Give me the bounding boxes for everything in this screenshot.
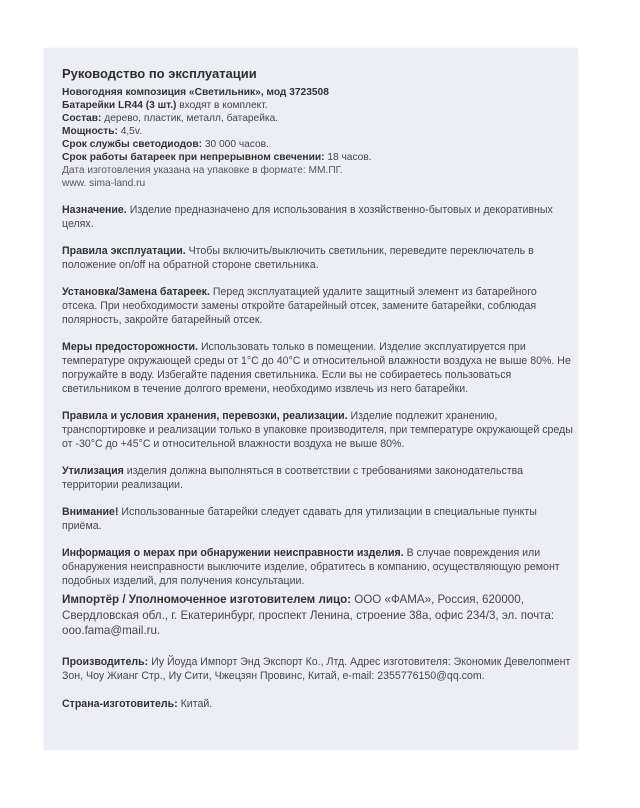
composition-line: Состав: дерево, пластик, металл, батарейка. <box>62 113 279 124</box>
section-storage: Правила и условия хранения, перевозки, реализации. Изделие подлежит хранению, транспортировке и реализации только в упаковке производителя, при температуре окружающей среды от -30°С до +45°С и относительной влажности воздуха не выше 80%. <box>62 410 573 450</box>
power-line: Мощность: 4,5v. <box>62 126 143 137</box>
batteries-line: Батарейки LR44 (3 шт.) входят в комплект. <box>62 100 268 111</box>
section-operation-rules: Правила эксплуатации. Чтобы включить/выключить светильник, переведите переключатель в положение on/off на обратной стороне светильника. <box>62 245 534 271</box>
website-line: www. sima-land.ru <box>62 178 146 189</box>
section-precautions: Меры предосторожности. Использовать только в помещении. Изделие эксплуатируется при температуре окружающей среды от 1°С до 40°С и относительной влажности воздуха не выше 80%. Не погружайте в воду. Избегайте падения светильника. Если вы не собираетесь пользоваться светильником в течение долгого времени, необходимо извлечь из него батарейки. <box>62 341 571 395</box>
led-life-line: Срок службы светодиодов: 30 000 часов. <box>62 139 269 150</box>
page-title: Руководство по эксплуатации <box>62 66 257 81</box>
manufacture-date-line: Дата изготовления указана на упаковке в формате: ММ.ПГ. <box>62 165 343 176</box>
product-info <box>62 86 574 190</box>
section-malfunction: Информация о мерах при обнаружении неисправности изделия. В случае повреждения или обнаружения неисправности выключите изделие, обратитесь в компанию, осуществляющую ремонт подобных изделий, для получения консультации. <box>62 547 560 587</box>
section-manufacturer: Производитель: Иу Йоуда Импорт Энд Экспорт Ко., Лтд. Адрес изготовителя: Экономик Девелопмент Зон, Чоу Жианг Стр., Иу Сити, Чжецзян Провинс, Китай, e-mail: 2355776150@qq.com. <box>62 655 571 682</box>
section-disposal: Утилизация изделия должна выполняться в соответствии с требованиями законодательства территории реализации. <box>62 465 524 491</box>
battery-life-line: Срок работы батареек при непрерывном свечении: 18 часов. <box>62 152 372 163</box>
document-body <box>62 66 574 711</box>
section-battery-replacement: Установка/Замена батареек. Перед эксплуатацией удалите защитный элемент из батарейного отсека. При необходимости замены откройте батарейный отсек, замените батарейки, соблюдая полярность, закройте батарейный отсек. <box>62 286 537 326</box>
section-importer: Импортёр / Уполномоченное изготовителем лицо: ООО «ФАМА», Россия, 620000, Свердловская обл., г. Екатеринбург, проспект Ленина, строение 38а, офис 234/3, эл. почта: ooo.fama@mail.ru. <box>62 593 555 637</box>
section-country: Страна-изготовитель: Китай. <box>62 697 213 710</box>
product-line: Новогодняя композиция «Светильник», мод 3723508 <box>62 87 329 98</box>
section-attention: Внимание! Использованные батарейки следует сдавать для утилизации в специальные пункты приёма. <box>62 506 537 532</box>
section-purpose: Назначение. Изделие предназначено для использования в хозяйственно-бытовых и декоративных целях. <box>62 204 553 230</box>
